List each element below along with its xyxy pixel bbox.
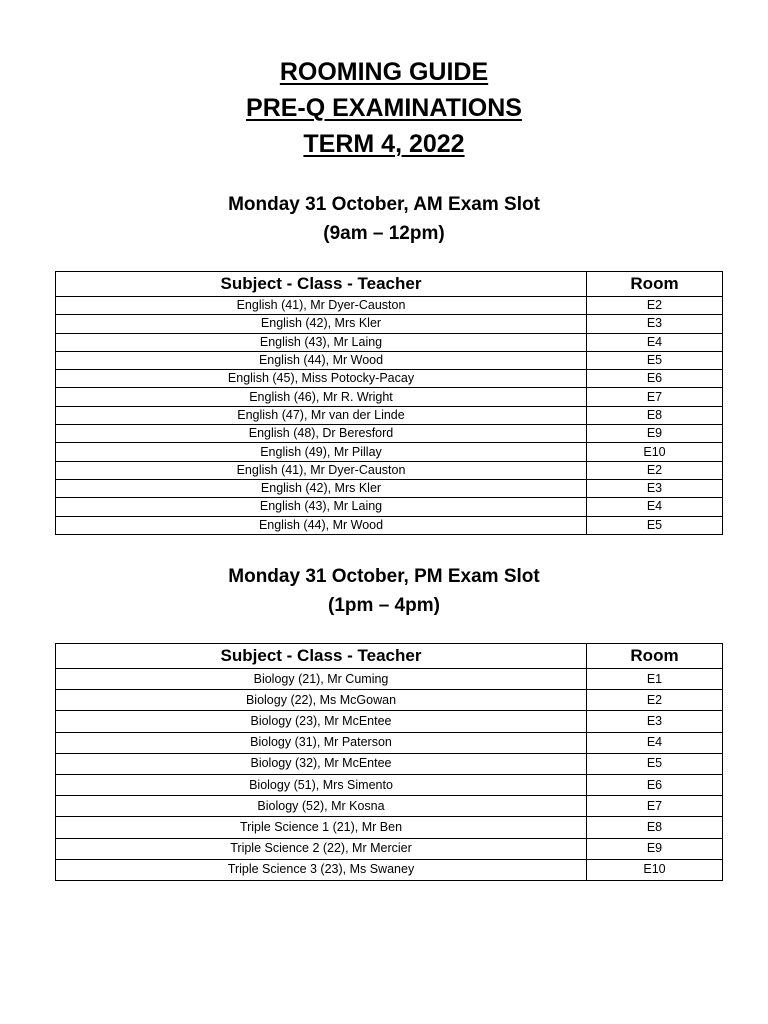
room-cell: E5	[587, 753, 723, 774]
table-header-row	[56, 272, 723, 297]
subject-cell: English (41), Mr Dyer-Causton	[56, 461, 587, 479]
table-row	[56, 479, 723, 497]
room-cell: E5	[587, 516, 723, 534]
subject-cell: Biology (52), Mr Kosna	[56, 796, 587, 817]
room-cell: E7	[587, 388, 723, 406]
am-heading-time: (9am – 12pm)	[323, 223, 445, 244]
subject-cell: English (44), Mr Wood	[56, 351, 587, 369]
table-row	[56, 370, 723, 388]
table-row	[56, 297, 723, 315]
title-line-2: PRE-Q EXAMINATIONS	[246, 94, 522, 122]
subject-cell: English (42), Mrs Kler	[56, 479, 587, 497]
table-row	[56, 333, 723, 351]
subject-cell: English (41), Mr Dyer-Causton	[56, 297, 587, 315]
room-cell: E4	[587, 333, 723, 351]
room-cell: E10	[587, 859, 723, 880]
table-row	[56, 817, 723, 838]
room-cell: E8	[587, 406, 723, 424]
am-table-body	[56, 297, 723, 535]
subject-cell: English (49), Mr Pillay	[56, 443, 587, 461]
subject-cell: Triple Science 2 (22), Mr Mercier	[56, 838, 587, 859]
subject-cell: English (43), Mr Laing	[56, 498, 587, 516]
room-cell: E3	[587, 315, 723, 333]
subject-cell: English (47), Mr van der Linde	[56, 406, 587, 424]
subject-cell: English (42), Mrs Kler	[56, 315, 587, 333]
subject-cell: Biology (32), Mr McEntee	[56, 753, 587, 774]
subject-cell: Biology (51), Mrs Simento	[56, 774, 587, 795]
room-cell: E3	[587, 479, 723, 497]
room-cell: E3	[587, 711, 723, 732]
subject-cell: Biology (31), Mr Paterson	[56, 732, 587, 753]
room-cell: E5	[587, 351, 723, 369]
pm-rooming-table	[55, 643, 723, 881]
room-cell: E2	[587, 461, 723, 479]
table-row	[56, 774, 723, 795]
table-row	[56, 838, 723, 859]
subject-column-header: Subject - Class - Teacher	[56, 272, 587, 297]
pm-heading-date: Monday 31 October, PM Exam Slot	[228, 566, 540, 587]
subject-cell: Triple Science 3 (23), Ms Swaney	[56, 859, 587, 880]
title-line-1: ROOMING GUIDE	[279, 58, 489, 86]
table-row	[56, 388, 723, 406]
subject-cell: English (46), Mr R. Wright	[56, 388, 587, 406]
subject-cell: Biology (23), Mr McEntee	[56, 711, 587, 732]
table-row	[56, 690, 723, 711]
room-column-header: Room	[587, 272, 723, 297]
subject-cell: English (48), Dr Beresford	[56, 425, 587, 443]
table-row	[56, 753, 723, 774]
room-cell: E9	[587, 425, 723, 443]
table-row	[56, 669, 723, 690]
subject-cell: Triple Science 1 (21), Mr Ben	[56, 817, 587, 838]
room-cell: E8	[587, 817, 723, 838]
room-cell: E2	[587, 297, 723, 315]
table-row	[56, 351, 723, 369]
room-cell: E2	[587, 690, 723, 711]
table-row	[56, 859, 723, 880]
am-rooming-table	[55, 271, 723, 535]
table-row	[56, 406, 723, 424]
room-cell: E1	[587, 669, 723, 690]
table-row	[56, 796, 723, 817]
room-cell: E7	[587, 796, 723, 817]
table-row	[56, 732, 723, 753]
table-row	[56, 711, 723, 732]
table-row	[56, 425, 723, 443]
document-title	[0, 54, 768, 162]
subject-cell: Biology (21), Mr Cuming	[56, 669, 587, 690]
room-column-header: Room	[587, 644, 723, 669]
pm-heading-time: (1pm – 4pm)	[328, 595, 440, 616]
title-line-3: TERM 4, 2022	[303, 130, 465, 158]
pm-section-heading	[0, 562, 768, 620]
subject-cell: English (44), Mr Wood	[56, 516, 587, 534]
room-cell: E6	[587, 370, 723, 388]
table-row	[56, 315, 723, 333]
room-cell: E4	[587, 732, 723, 753]
am-section-heading	[0, 190, 768, 248]
subject-cell: English (43), Mr Laing	[56, 333, 587, 351]
subject-cell: Biology (22), Ms McGowan	[56, 690, 587, 711]
pm-table-body	[56, 669, 723, 881]
table-header-row	[56, 644, 723, 669]
table-row	[56, 498, 723, 516]
room-cell: E4	[587, 498, 723, 516]
am-heading-date: Monday 31 October, AM Exam Slot	[228, 194, 540, 215]
room-cell: E9	[587, 838, 723, 859]
subject-cell: English (45), Miss Potocky-Pacay	[56, 370, 587, 388]
table-row	[56, 516, 723, 534]
table-row	[56, 443, 723, 461]
room-cell: E6	[587, 774, 723, 795]
room-cell: E10	[587, 443, 723, 461]
subject-column-header: Subject - Class - Teacher	[56, 644, 587, 669]
table-row	[56, 461, 723, 479]
